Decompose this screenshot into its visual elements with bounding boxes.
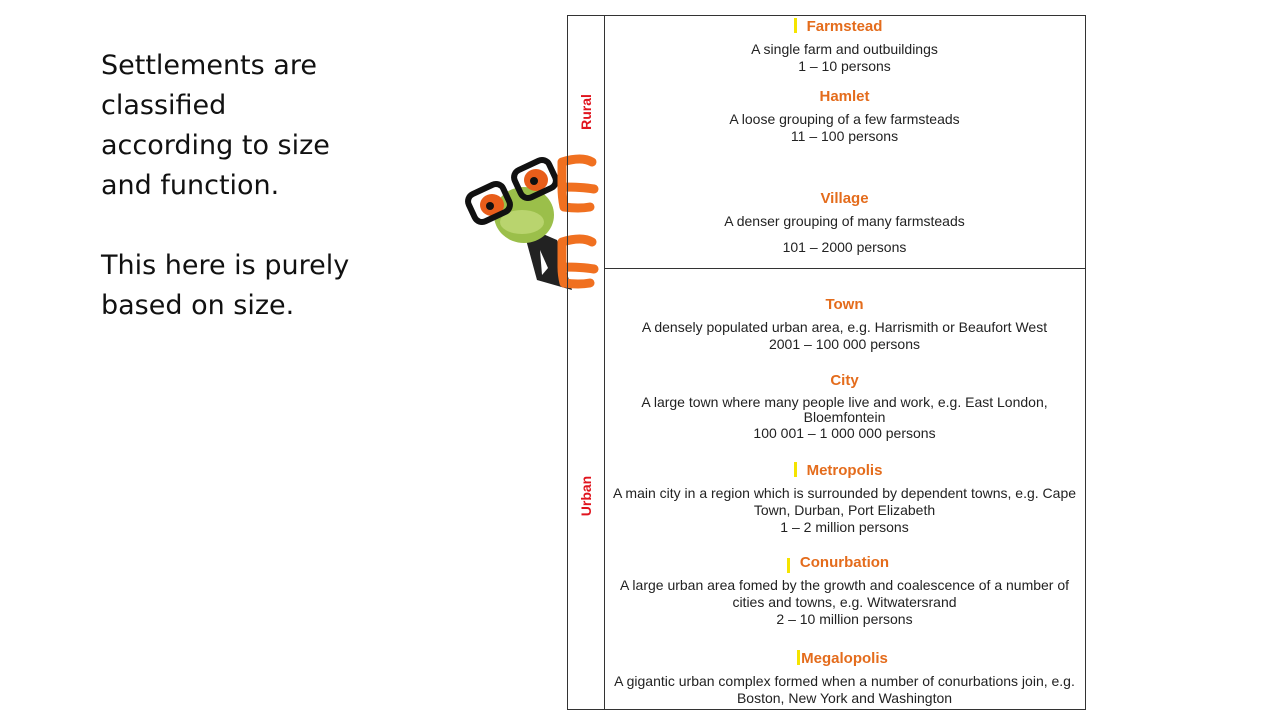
entry-conurbation (606, 554, 1083, 628)
entry-title: Town (825, 296, 864, 313)
settlement-hierarchy-table (567, 15, 1086, 710)
entry-town (606, 296, 1083, 353)
entry-metropolis (606, 462, 1083, 536)
entry-population: 11 – 100 persons (790, 128, 899, 144)
entry-population: 2 – 10 million persons (776, 611, 913, 627)
rural-urban-divider (604, 268, 1085, 269)
intro-text (101, 46, 361, 366)
entry-population: 1 – 10 persons (798, 58, 891, 74)
intro-paragraph-1: Settlements are classified according to size and function. (101, 50, 330, 201)
entry-megalopolis (606, 650, 1083, 707)
entry-title: City (830, 372, 859, 389)
highlight-mark (787, 558, 790, 573)
entry-title: Megalopolis (801, 650, 888, 667)
entry-title: Hamlet (819, 88, 870, 105)
group-label-urban: Urban (578, 475, 594, 517)
entry-description: A main city in a region which is surrounded by dependent towns, e.g. Cape Town, Durban, Port Elizabeth (612, 485, 1077, 518)
column-divider (604, 16, 605, 709)
entry-description: A denser grouping of many farmsteads (724, 213, 965, 229)
entry-description: A gigantic urban complex formed when a number of conurbations join, e.g. Boston, New York and Washington (614, 673, 1075, 706)
intro-paragraph-2: This here is purely based on size. (101, 250, 350, 321)
entry-hamlet (606, 88, 1083, 145)
entry-description: A single farm and outbuildings (751, 41, 938, 57)
entry-city (606, 372, 1083, 442)
entry-population: 100 001 – 1 000 000 persons (753, 425, 936, 441)
entry-description: A densely populated urban area, e.g. Harrismith or Beaufort West (641, 319, 1048, 335)
entry-title: Metropolis (806, 462, 883, 479)
group-label-rural: Rural (578, 94, 594, 130)
highlight-mark (794, 462, 797, 477)
entry-description: A loose grouping of a few farmsteads (729, 111, 960, 127)
entry-title: Farmstead (806, 18, 883, 35)
entry-title: Conurbation (799, 554, 890, 571)
entry-title: Village (820, 190, 869, 207)
entry-farmstead (606, 18, 1083, 75)
entry-description: A large town where many people live and work, e.g. East London, Bloemfontein (641, 394, 1048, 425)
highlight-mark (797, 650, 800, 665)
entry-village (606, 190, 1083, 256)
entry-population: 101 – 2000 persons (782, 239, 907, 255)
entry-population: 2001 – 100 000 persons (768, 336, 920, 352)
entry-description: A large urban area fomed by the growth and coalescence of a number of cities and towns, e.g. Witwatersrand (619, 577, 1070, 610)
highlight-mark (794, 18, 797, 33)
entry-population: 1 – 2 million persons (780, 519, 909, 535)
